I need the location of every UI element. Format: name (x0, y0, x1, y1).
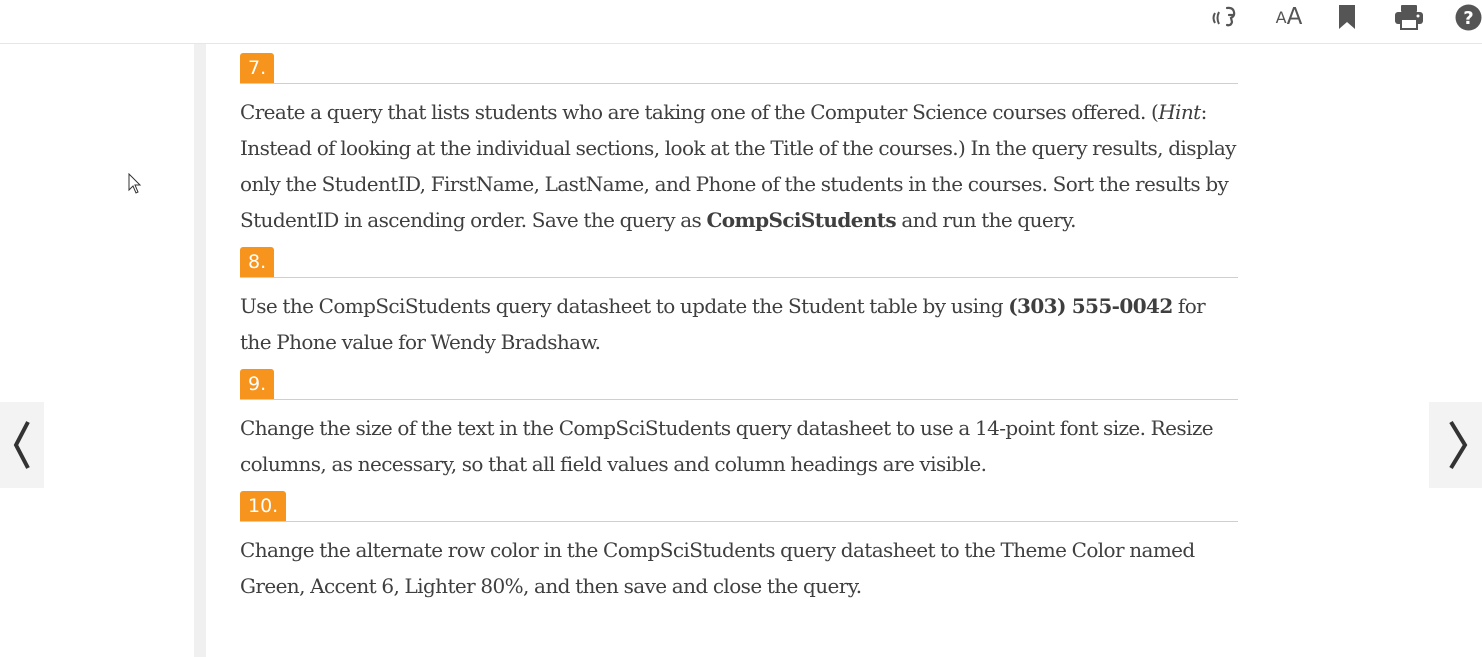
listen-button[interactable] (1210, 2, 1242, 32)
text-size-small-label: A (1275, 7, 1287, 27)
print-icon (1394, 4, 1424, 30)
help-icon (1455, 4, 1482, 31)
print-button[interactable] (1393, 2, 1425, 32)
chevron-right-icon (1441, 419, 1471, 471)
step-text-part: Create a query that lists students who are taking one of the Computer Science courses offered. ( (240, 100, 1159, 124)
help-button[interactable] (1455, 2, 1482, 32)
step-number-badge: 9. (240, 369, 274, 400)
step-header (240, 482, 1238, 522)
top-toolbar (0, 0, 1482, 44)
step-text: Change the alternate row color in the CompSciStudents query datasheet to the Theme Color named Green, Accent 6, Lighter 80%, and then save and close the query. (240, 538, 1195, 598)
text-size-big-label: A (1286, 4, 1303, 30)
step-8 (240, 238, 1238, 360)
step-divider (240, 83, 1238, 84)
step-divider (240, 277, 1238, 278)
step-divider (240, 521, 1238, 522)
query-name: CompSciStudents (706, 208, 897, 232)
next-page-button[interactable] (1429, 402, 1482, 488)
help-glyph: ? (1463, 7, 1474, 29)
step-header (240, 44, 1238, 84)
left-rail (194, 44, 206, 657)
chevron-left-icon (12, 419, 32, 471)
mouse-cursor-icon (128, 173, 142, 195)
step-text (240, 84, 1238, 238)
step-header (240, 238, 1238, 278)
phone-value: (303) 555-0042 (1008, 294, 1173, 318)
step-text (240, 278, 1238, 360)
bookmark-icon (1338, 4, 1356, 30)
step-text-part: and run the query. (896, 208, 1076, 232)
hint-label: Hint (1158, 100, 1201, 124)
exercise-content (240, 44, 1238, 604)
step-text-part: Use the CompSciStudents query datasheet to update the Student table by using (240, 294, 1009, 318)
bookmark-button[interactable] (1335, 2, 1359, 32)
step-text-part: : Instead of looking at the individual sections, look at the Title of the courses.) In the query results, display only the StudentID, FirstName, LastName, and Phone of the students in the courses. Sort the results by StudentID in ascending order. Save the query as (240, 100, 1236, 232)
step-10 (240, 482, 1238, 604)
step-number-badge: 8. (240, 247, 274, 278)
step-header (240, 360, 1238, 400)
step-9 (240, 360, 1238, 482)
text-size-button[interactable] (1269, 2, 1309, 32)
step-divider (240, 399, 1238, 400)
step-7 (240, 44, 1238, 238)
step-text-part: for the Phone value for Wendy Bradshaw. (240, 294, 1206, 354)
previous-page-button[interactable] (0, 402, 44, 488)
step-number-badge: 7. (240, 53, 274, 84)
step-text: Change the size of the text in the CompSciStudents query datasheet to use a 14-point font size. Resize columns, as necessary, so that all field values and column headings are visible. (240, 416, 1214, 476)
listen-icon (1211, 3, 1241, 31)
step-number-badge: 10. (240, 491, 286, 522)
